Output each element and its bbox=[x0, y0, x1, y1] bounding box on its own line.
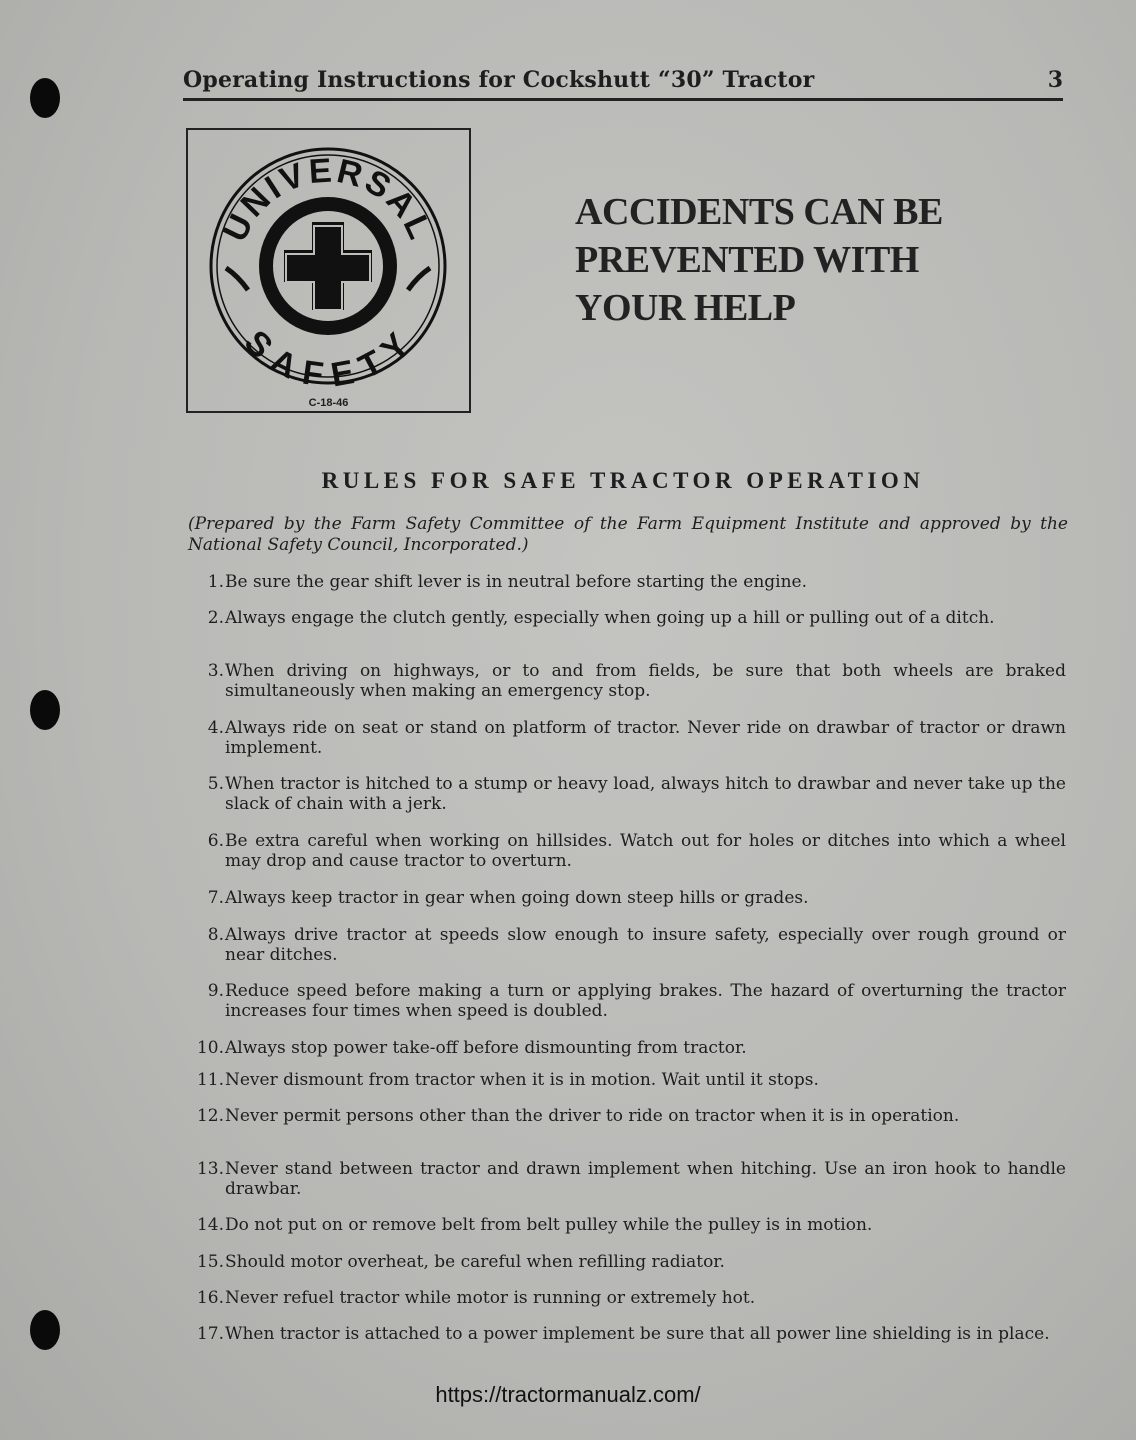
rule-text: Never stand between tractor and drawn implement when hitching. Use an iron hook to handle drawbar. bbox=[225, 1159, 1066, 1199]
logo-top-text: UNIVERSAL bbox=[215, 151, 441, 248]
rule-number: 4. bbox=[207, 718, 224, 738]
binder-hole-bottom bbox=[30, 1310, 60, 1350]
rule-text: Always engage the clutch gently, especially when going up a hill or pulling out of a ditch. bbox=[225, 608, 995, 628]
rule-item bbox=[186, 1252, 1066, 1272]
rule-text: Never permit persons other than the driver to ride on tractor when it is in operation. bbox=[225, 1106, 960, 1126]
rule-text: Always keep tractor in gear when going down steep hills or grades. bbox=[225, 888, 809, 908]
rule-item bbox=[186, 1324, 1066, 1344]
rule-item bbox=[186, 1159, 1066, 1199]
binder-hole-top bbox=[30, 78, 60, 118]
rule-item bbox=[186, 1038, 1066, 1058]
rule-item bbox=[186, 1215, 1066, 1235]
rule-text: Be extra careful when working on hillsides. Watch out for holes or ditches into which a wheel may drop and cause tractor to overturn. bbox=[225, 831, 1066, 871]
rule-item bbox=[186, 572, 1066, 592]
binder-hole-middle bbox=[30, 690, 60, 730]
rule-number: 7. bbox=[207, 888, 224, 908]
safety-cross-icon bbox=[188, 130, 469, 411]
rule-number: 2. bbox=[207, 608, 224, 628]
rule-text: Always ride on seat or stand on platform of tractor. Never ride on drawbar of tractor or drawn implement. bbox=[225, 718, 1066, 758]
logo-bottom-text: SAFETY bbox=[236, 323, 420, 395]
rule-item bbox=[186, 888, 1066, 908]
rule-number: 8. bbox=[207, 925, 224, 945]
logo-code: C-18-46 bbox=[308, 397, 349, 409]
rule-item bbox=[186, 1106, 1066, 1126]
rule-item bbox=[186, 718, 1066, 758]
rule-number: 6. bbox=[207, 831, 224, 851]
rule-text: When tractor is hitched to a stump or heavy load, always hitch to drawbar and never take up the slack of chain with a jerk. bbox=[225, 774, 1066, 814]
rule-number: 3. bbox=[207, 661, 224, 681]
rule-text: Always drive tractor at speeds slow enough to insure safety, especially over rough ground or near ditches. bbox=[225, 925, 1066, 965]
rule-text: Reduce speed before making a turn or applying brakes. The hazard of overturning the tractor increases four times when speed is doubled. bbox=[225, 981, 1066, 1021]
rule-item bbox=[186, 774, 1066, 814]
page-header bbox=[183, 66, 1063, 101]
rule-number: 15. bbox=[196, 1252, 224, 1272]
rule-text: Never refuel tractor while motor is running or extremely hot. bbox=[225, 1288, 756, 1308]
rule-item bbox=[186, 981, 1066, 1021]
rule-number: 5. bbox=[207, 774, 224, 794]
page-number: 3 bbox=[1047, 67, 1063, 93]
rule-item bbox=[186, 925, 1066, 965]
rule-text: When driving on highways, or to and from fields, be sure that both wheels are braked simultaneously when making an emergency stop. bbox=[225, 661, 1066, 701]
slogan-line-3: YOUR HELP bbox=[575, 287, 796, 329]
rule-text: Do not put on or remove belt from belt pulley while the pulley is in motion. bbox=[225, 1215, 873, 1235]
rule-number: 11. bbox=[196, 1070, 224, 1090]
slogan-line-2: PREVENTED WITH bbox=[575, 239, 919, 281]
rule-item bbox=[186, 831, 1066, 871]
universal-safety-logo bbox=[186, 128, 471, 413]
rule-item bbox=[186, 1070, 1066, 1090]
rule-item bbox=[186, 1288, 1066, 1308]
rules-heading: RULES FOR SAFE TRACTOR OPERATION bbox=[321, 468, 925, 493]
rule-number: 13. bbox=[196, 1159, 224, 1179]
rule-text: Should motor overheat, be careful when refilling radiator. bbox=[225, 1252, 725, 1272]
rule-number: 10. bbox=[196, 1038, 224, 1058]
watermark-url: https://tractormanualz.com/ bbox=[435, 1382, 701, 1407]
rule-number: 16. bbox=[196, 1288, 224, 1308]
slogan-line-1: ACCIDENTS CAN BE bbox=[575, 191, 943, 233]
rule-number: 12. bbox=[196, 1106, 224, 1126]
rule-text: Never dismount from tractor when it is in motion. Wait until it stops. bbox=[225, 1070, 819, 1090]
rule-item bbox=[186, 661, 1066, 701]
rule-number: 17. bbox=[196, 1324, 224, 1344]
rule-number: 1. bbox=[207, 572, 224, 592]
slogan bbox=[575, 188, 995, 332]
rule-number: 9. bbox=[207, 981, 224, 1001]
rule-item bbox=[186, 608, 1066, 628]
preface-note: (Prepared by the Farm Safety Committee of the Farm Equipment Institute and approved by the National Safety Council, Incorporated.) bbox=[188, 514, 1068, 555]
rule-text: When tractor is attached to a power implement be sure that all power line shielding is in place. bbox=[225, 1324, 1050, 1344]
rule-text: Always stop power take-off before dismounting from tractor. bbox=[225, 1038, 747, 1058]
rule-text: Be sure the gear shift lever is in neutral before starting the engine. bbox=[225, 572, 808, 592]
header-title: Operating Instructions for Cockshutt “30” Tractor bbox=[183, 67, 815, 93]
rule-number: 14. bbox=[196, 1215, 224, 1235]
